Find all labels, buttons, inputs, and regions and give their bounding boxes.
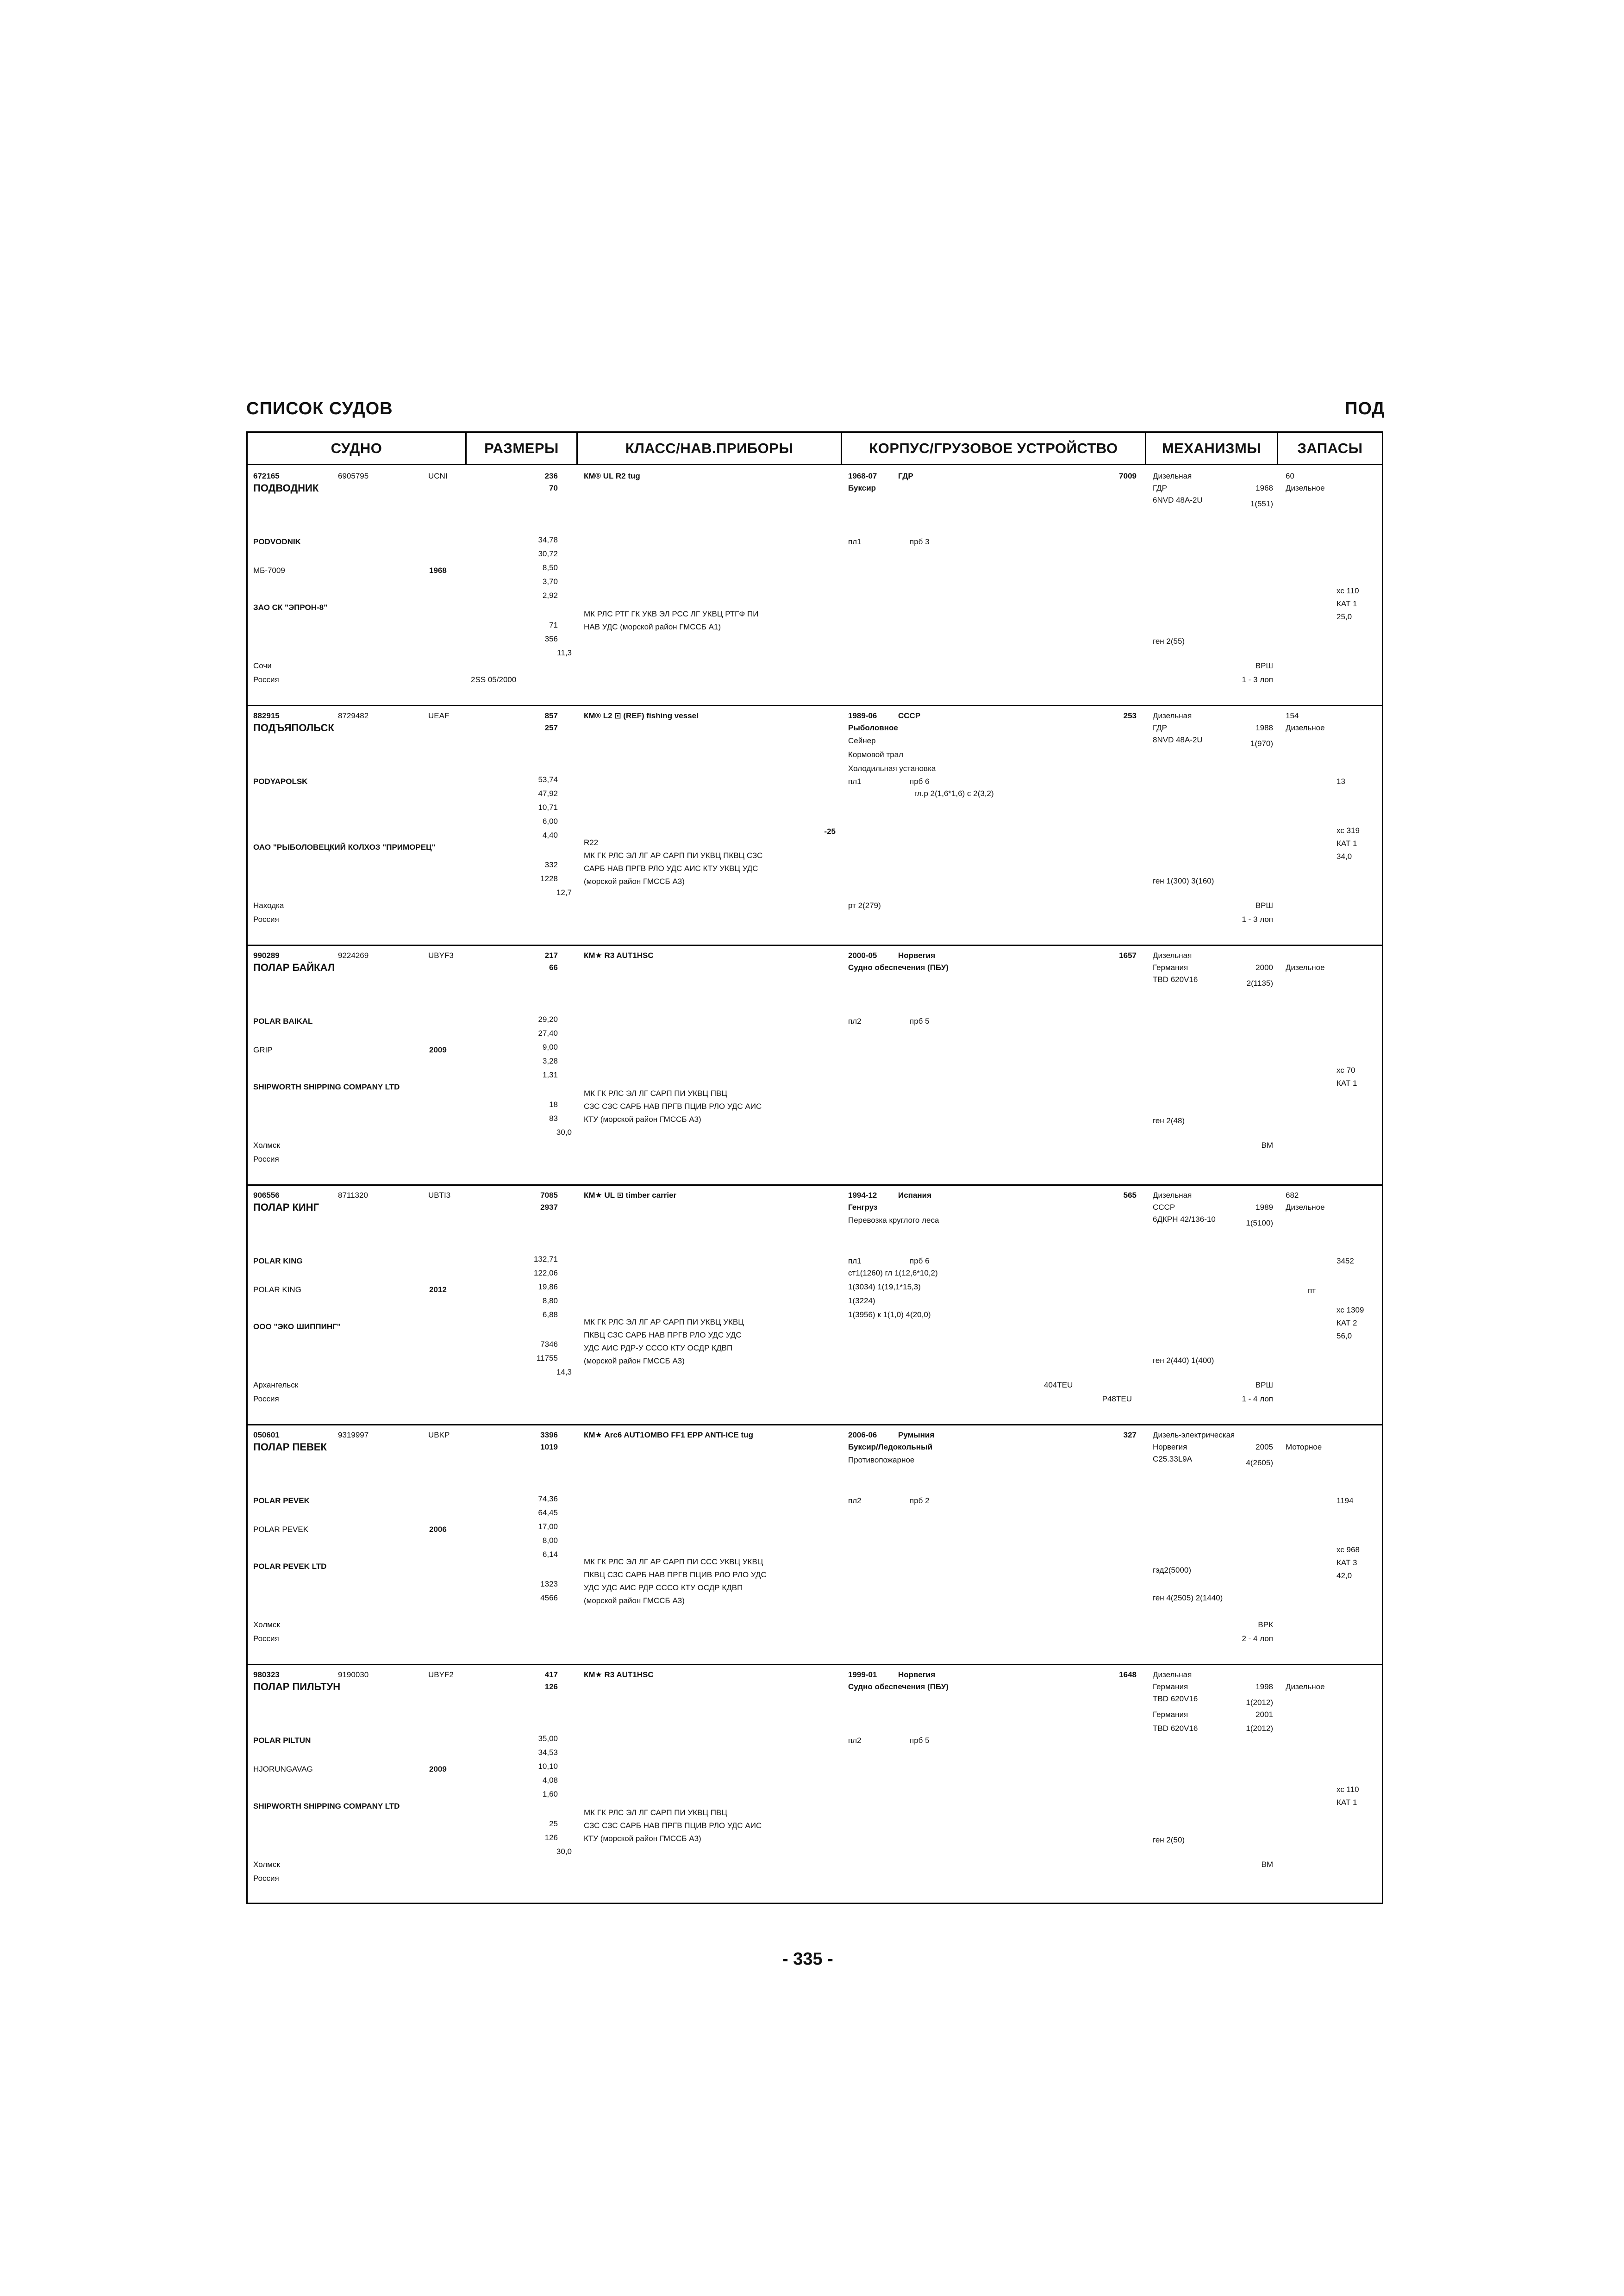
previous-name-year: 2012 xyxy=(429,1285,447,1294)
build-country: Испания xyxy=(898,1191,932,1200)
dimension-value: 17,00 xyxy=(538,1522,558,1531)
ship-owner: SHIPWORTH SHIPPING COMPANY LTD xyxy=(253,1083,400,1091)
hull-bulkheads: прб 6 xyxy=(910,777,930,786)
navigation-equipment: СЗС СЗС САРБ НАВ ПРГВ ПЦИВ РЛО УДС АИС xyxy=(584,1102,762,1111)
capacity-value: 1228 xyxy=(540,874,558,883)
class-notation: КМ★ UL ⊡ timber carrier xyxy=(584,1191,677,1200)
hull-deck: пл1 xyxy=(848,537,862,546)
call-sign: UEAF xyxy=(428,711,450,720)
imo-number: 8729482 xyxy=(338,711,369,720)
ship-type: Судно обеспечения (ПБУ) xyxy=(848,1682,949,1691)
column-header-stores: ЗАПАСЫ xyxy=(1297,440,1363,456)
column-header-machinery: МЕХАНИЗМЫ xyxy=(1162,440,1262,456)
navigation-equipment: КТУ (морской район ГМССБ А3) xyxy=(584,1834,701,1843)
page-number: - 335 - xyxy=(782,1949,833,1969)
fuel-extra: 3452 xyxy=(1337,1257,1354,1265)
cargo-gear: 1(3224) xyxy=(848,1296,875,1305)
dimension-value: 10,10 xyxy=(538,1762,558,1771)
stock-pt: пт xyxy=(1308,1286,1316,1295)
dimension-value: 8,00 xyxy=(542,1536,558,1545)
call-sign: UCNI xyxy=(428,472,448,480)
build-date: 2000-05 xyxy=(848,951,877,960)
record-divider xyxy=(248,1424,1382,1425)
ship-owner: SHIPWORTH SHIPPING COMPANY LTD xyxy=(253,1802,400,1811)
reg-number: 990289 xyxy=(253,951,280,960)
ship-name-ru: ПОЛАР БАЙКАЛ xyxy=(253,962,335,973)
yard-number: 7009 xyxy=(1119,472,1137,480)
engine-power: 1(2012) xyxy=(1246,1698,1273,1707)
propeller-type: ВРК xyxy=(1258,1620,1273,1629)
flag-country: Россия xyxy=(253,1874,279,1883)
navigation-equipment: ПКВЦ СЗС САРБ НАВ ПРГВ ПЦИВ РЛО РЛО УДС xyxy=(584,1570,767,1579)
stores-value: хс 1309 xyxy=(1337,1306,1364,1314)
ship-type: Генгруз xyxy=(848,1203,878,1212)
engine-year: 1998 xyxy=(1255,1682,1273,1691)
dimension-value: 9,00 xyxy=(542,1043,558,1052)
engine-extra-value: 1(2012) xyxy=(1246,1724,1273,1733)
ship-owner: ООО "ЭКО ШИППИНГ" xyxy=(253,1322,341,1331)
engine-year: 2005 xyxy=(1255,1443,1273,1451)
stores-value: КАТ 1 xyxy=(1337,1079,1357,1088)
generators: ген 1(300) 3(160) xyxy=(1153,877,1214,885)
previous-name-year: 2009 xyxy=(429,1045,447,1054)
dimension-value: 3,70 xyxy=(542,577,558,586)
fuel-type: Дизельное xyxy=(1286,723,1325,732)
table-header xyxy=(248,433,1382,465)
fuel-type: Дизельное xyxy=(1286,1203,1325,1212)
ship-type-detail: Сейнер xyxy=(848,736,876,745)
ship-name-ru: ПОЛАР ПЕВЕК xyxy=(253,1441,327,1453)
stores-value: 34,0 xyxy=(1337,852,1352,861)
ship-name-ru: ПОДЪЯПОЛЬСК xyxy=(253,722,334,734)
navigation-equipment: САРБ НАВ ПРГВ РЛО УДС АИС КТУ УКВЦ УДС xyxy=(584,864,758,873)
navigation-equipment: R22 xyxy=(584,838,599,847)
hull-deck: пл2 xyxy=(848,1736,862,1745)
ship-name-ru: ПОЛАР КИНГ xyxy=(253,1201,319,1213)
cargo-gear: 1(3956) к 1(1,0) 4(20,0) xyxy=(848,1310,931,1319)
dimension-value: 2,92 xyxy=(542,591,558,600)
ship-owner: ОАО "РЫБОЛОВЕЦКИЙ КОЛХОЗ "ПРИМОРЕЦ" xyxy=(253,843,436,852)
call-sign: UBYF3 xyxy=(428,951,454,960)
dimension-value: 132,71 xyxy=(534,1255,558,1263)
tonnage-value: 2937 xyxy=(540,1203,558,1212)
call-sign: UBTI3 xyxy=(428,1191,451,1200)
ship-type-detail: Противопожарное xyxy=(848,1456,915,1464)
generators: ген 4(2505) 2(1440) xyxy=(1153,1593,1223,1602)
ship-type: Буксир xyxy=(848,484,876,492)
generators: ген 2(55) xyxy=(1153,637,1185,646)
ship-register-table xyxy=(246,431,1383,1904)
navigation-equipment: МК ГК РЛС ЭЛ ЛГ АР САРП ПИ УКВЦ ПКВЦ СЗС xyxy=(584,851,763,860)
stores-value: КАТ 2 xyxy=(1337,1319,1357,1327)
ship-name-lat: POLAR BAIKAL xyxy=(253,1017,313,1026)
build-date: 1999-01 xyxy=(848,1670,877,1679)
engine-country: ГДР xyxy=(1153,723,1167,732)
navigation-equipment: МК ГК РЛС ЭЛ ЛГ САРП ПИ УКВЦ ПВЦ xyxy=(584,1089,727,1098)
navigation-equipment: НАВ УДС (морской район ГМССБ А1) xyxy=(584,622,721,631)
home-port: Находка xyxy=(253,901,284,910)
build-date: 1989-06 xyxy=(848,711,877,720)
navigation-equipment: МК ГК РЛС ЭЛ ЛГ АР САРП ПИ УКВЦ УКВЦ xyxy=(584,1318,744,1326)
document-section-label: ПОД xyxy=(1345,399,1385,418)
propeller-blades: 2 - 4 лоп xyxy=(1242,1634,1273,1643)
capacity-value: 12,7 xyxy=(556,888,572,897)
stores-value: хс 70 xyxy=(1337,1066,1355,1075)
engine-country: Германия xyxy=(1153,963,1188,972)
tonnage-value: 7085 xyxy=(540,1191,558,1200)
stores-value: КАТ 1 xyxy=(1337,839,1357,848)
class-notation: КМ® L2 ⊡ (REF) fishing vessel xyxy=(584,711,699,720)
engine-type: Дизельная xyxy=(1153,951,1192,960)
navigation-equipment: УДС УДС АИС РДР СССО КТУ ОСДР КДВП xyxy=(584,1583,743,1592)
ship-owner: ЗАО СК "ЭПРОН-8" xyxy=(253,603,328,612)
generators: ген 2(440) 1(400) xyxy=(1153,1356,1214,1365)
cargo-gear: гл.р 2(1,6*1,6) с 2(3,2) xyxy=(914,789,994,798)
previous-name-year: 2009 xyxy=(429,1765,447,1773)
flag-country: Россия xyxy=(253,675,279,684)
reg-number: 882915 xyxy=(253,711,280,720)
ship-type: Судно обеспечения (ПБУ) xyxy=(848,963,949,972)
dimension-value: 6,00 xyxy=(542,817,558,826)
capacity-value: 11,3 xyxy=(557,648,572,657)
engine-country: ГДР xyxy=(1153,484,1167,492)
capacity-value: 14,3 xyxy=(556,1368,572,1376)
hull-deck: пл2 xyxy=(848,1496,862,1505)
engine-year: 1988 xyxy=(1255,723,1273,732)
navigation-equipment: СЗС СЗС САРБ НАВ ПРГВ ПЦИВ РЛО УДС АИС xyxy=(584,1821,762,1830)
tonnage-value: 217 xyxy=(544,951,558,960)
engine-power: 2(1135) xyxy=(1246,979,1273,988)
fuel-quantity: 682 xyxy=(1286,1191,1299,1200)
yard-number: 327 xyxy=(1123,1431,1137,1439)
capacity-value: 1323 xyxy=(540,1580,558,1588)
build-date: 2006-06 xyxy=(848,1431,877,1439)
dimension-value: 8,50 xyxy=(542,563,558,572)
ship-type: Рыболовное xyxy=(848,723,898,732)
ship-name-lat: POLAR KING xyxy=(253,1257,303,1265)
engine-country: Германия xyxy=(1153,1682,1188,1691)
ship-record xyxy=(248,467,1382,706)
tonnage-value: 417 xyxy=(544,1670,558,1679)
engine-power: 4(2605) xyxy=(1246,1458,1273,1467)
engine-power: 1(970) xyxy=(1250,739,1273,748)
dimension-value: 10,71 xyxy=(538,803,558,812)
dimension-value: 8,80 xyxy=(542,1296,558,1305)
fuel-type: Дизельное xyxy=(1286,963,1325,972)
home-port: Архангельск xyxy=(253,1381,299,1389)
column-header-hull: КОРПУС/ГРУЗОВОЕ УСТРОЙСТВО xyxy=(869,440,1118,456)
column-header-class: КЛАСС/НАВ.ПРИБОРЫ xyxy=(625,440,793,456)
previous-name: МБ-7009 xyxy=(253,566,285,575)
capacity-value: 71 xyxy=(549,621,558,629)
propeller-type: ВМ xyxy=(1261,1860,1273,1869)
hull-bottom-note: рт 2(279) xyxy=(848,901,881,910)
capacity-value: 25 xyxy=(549,1819,558,1828)
previous-name-year: 1968 xyxy=(429,566,447,575)
engine-model: 6ДКРН 42/136-10 xyxy=(1153,1215,1216,1224)
engine-type: Дизельная xyxy=(1153,1191,1192,1200)
reg-number: 980323 xyxy=(253,1670,280,1679)
tonnage-value: 1019 xyxy=(540,1443,558,1451)
class-notation: КМ★ R3 AUT1HSC xyxy=(584,1670,654,1679)
propeller-blades: 1 - 3 лоп xyxy=(1242,675,1273,684)
dimension-value: 3,28 xyxy=(542,1057,558,1065)
engine-power: 1(551) xyxy=(1250,499,1273,508)
engine-type: Дизельная xyxy=(1153,711,1192,720)
container-capacity: P48TEU xyxy=(1102,1394,1132,1403)
stores-value: КАТ 3 xyxy=(1337,1558,1357,1567)
stores-value: 42,0 xyxy=(1337,1571,1352,1580)
tonnage-value: 70 xyxy=(549,484,558,492)
hull-deck: пл2 xyxy=(848,1017,862,1026)
stores-value: КАТ 1 xyxy=(1337,599,1357,608)
flag-country: Россия xyxy=(253,1155,279,1164)
stores-value: КАТ 1 xyxy=(1337,1798,1357,1807)
ship-record xyxy=(248,1425,1382,1665)
flag-country: Россия xyxy=(253,1394,279,1403)
home-port: Холмск xyxy=(253,1620,280,1629)
generators: ген 2(50) xyxy=(1153,1836,1185,1844)
ship-record xyxy=(248,1665,1382,1905)
reg-number: 906556 xyxy=(253,1191,280,1200)
hull-deck: пл1 xyxy=(848,777,862,786)
build-country: СССР xyxy=(898,711,921,720)
hull-bulkheads: прб 5 xyxy=(910,1736,930,1745)
build-country: Румыния xyxy=(898,1431,935,1439)
fuel-quantity: 60 xyxy=(1286,472,1294,480)
navigation-equipment: МК ГК РЛС ЭЛ ЛГ САРП ПИ УКВЦ ПВЦ xyxy=(584,1808,727,1817)
ship-name-ru: ПОДВОДНИК xyxy=(253,482,319,494)
ship-record xyxy=(248,946,1382,1186)
imo-number: 8711320 xyxy=(338,1191,368,1200)
capacity-value: 18 xyxy=(549,1100,558,1109)
stores-value: 25,0 xyxy=(1337,612,1352,621)
capacity-value: 11755 xyxy=(536,1354,558,1363)
propulsion-motor: гэд2(5000) xyxy=(1153,1566,1192,1574)
navigation-equipment: (морской район ГМССБ А3) xyxy=(584,1596,685,1605)
class-notation: КМ® UL R2 tug xyxy=(584,472,640,480)
imo-number: 9190030 xyxy=(338,1670,369,1679)
yard-number: 1657 xyxy=(1119,951,1137,960)
imo-number: 9319997 xyxy=(338,1431,369,1439)
engine-model: TBD 620V16 xyxy=(1153,1694,1198,1703)
propeller-type: ВРШ xyxy=(1255,901,1273,910)
dimension-value: 1,60 xyxy=(542,1790,558,1798)
navigation-equipment: ПКВЦ СЗС САРБ НАВ ПРГВ РЛО УДС УДС xyxy=(584,1331,742,1339)
ship-name-lat: POLAR PILTUN xyxy=(253,1736,311,1745)
stores-value: хс 110 xyxy=(1337,586,1359,595)
home-port: Сочи xyxy=(253,661,272,670)
ship-type: Буксир/Ледокольный xyxy=(848,1443,933,1451)
propeller-blades: 1 - 3 лоп xyxy=(1242,915,1273,924)
ship-type-detail: Холодильная установка xyxy=(848,764,936,773)
previous-name: POLAR KING xyxy=(253,1285,301,1294)
dimension-value: 47,92 xyxy=(538,789,558,798)
yard-number: 565 xyxy=(1123,1191,1137,1200)
hull-bottom-note: 404TEU xyxy=(1044,1381,1073,1389)
propeller-type: ВРШ xyxy=(1255,661,1273,670)
record-divider xyxy=(248,705,1382,706)
hull-bulkheads: прб 6 xyxy=(910,1257,930,1265)
engine-type: Дизельная xyxy=(1153,1670,1192,1679)
capacity-value: 7346 xyxy=(540,1340,558,1349)
imo-number: 9224269 xyxy=(338,951,369,960)
home-port: Холмск xyxy=(253,1860,280,1869)
generators: ген 2(48) xyxy=(1153,1116,1185,1125)
capacity-value: 30,0 xyxy=(556,1128,572,1137)
capacity-value: 30,0 xyxy=(556,1847,572,1856)
class-notation: КМ★ Arc6 AUT1OMBO FF1 EPP ANTI-ICE tug xyxy=(584,1431,753,1439)
fuel-type: Дизельное xyxy=(1286,1682,1325,1691)
dimension-value: 34,78 xyxy=(538,535,558,544)
tonnage-value: 126 xyxy=(544,1682,558,1691)
record-divider xyxy=(248,945,1382,946)
fuel-type: Моторное xyxy=(1286,1443,1322,1451)
capacity-value: 83 xyxy=(549,1114,558,1123)
engine-extra: TBD 620V16 xyxy=(1153,1724,1198,1733)
previous-name: GRIP xyxy=(253,1045,273,1054)
tonnage-value: 257 xyxy=(544,723,558,732)
column-header-dimensions: РАЗМЕРЫ xyxy=(484,440,559,456)
navigation-equipment: УДС АИС РДР-У СССО КТУ ОСДР КДВП xyxy=(584,1344,733,1352)
engine-year: 1989 xyxy=(1255,1203,1273,1212)
dimension-value: 74,36 xyxy=(538,1494,558,1503)
engine-type: Дизель-электрическая xyxy=(1153,1431,1235,1439)
hull-bulkheads: прб 5 xyxy=(910,1017,930,1026)
navigation-equipment: МК ГК РЛС ЭЛ ЛГ АР САРП ПИ ССС УКВЦ УКВЦ xyxy=(584,1557,763,1566)
dimension-value: 29,20 xyxy=(538,1015,558,1024)
fuel-extra: 13 xyxy=(1337,777,1345,786)
tonnage-value: 66 xyxy=(549,963,558,972)
ship-type-detail: Перевозка круглого леса xyxy=(848,1216,939,1225)
hull-deck: пл1 xyxy=(848,1257,862,1265)
engine-extra-value: 2001 xyxy=(1255,1710,1273,1719)
engine-extra: Германия xyxy=(1153,1710,1188,1719)
yard-number: 1648 xyxy=(1119,1670,1137,1679)
imo-number: 6905795 xyxy=(338,472,369,480)
stores-value: хс 319 xyxy=(1337,826,1360,835)
ship-record xyxy=(248,1186,1382,1425)
class-notation: КМ★ R3 AUT1HSC xyxy=(584,951,654,960)
dimension-value: 35,00 xyxy=(538,1734,558,1743)
fuel-quantity: 154 xyxy=(1286,711,1299,720)
call-sign: UBKP xyxy=(428,1431,450,1439)
fuel-type: Дизельное xyxy=(1286,484,1325,492)
navigation-equipment: (морской район ГМССБ А3) xyxy=(584,877,685,886)
engine-model: 8NVD 48A-2U xyxy=(1153,735,1203,744)
capacity-value: 356 xyxy=(544,635,558,643)
ship-name-ru: ПОЛАР ПИЛЬТУН xyxy=(253,1681,341,1692)
engine-year: 1968 xyxy=(1255,484,1273,492)
previous-name: HJORUNGAVAG xyxy=(253,1765,313,1773)
reg-number: 672165 xyxy=(253,472,280,480)
ship-record xyxy=(248,706,1382,946)
engine-model: TBD 620V16 xyxy=(1153,975,1198,984)
ice-note: -25 xyxy=(824,827,836,836)
propeller-blades: 1 - 4 лоп xyxy=(1242,1394,1273,1403)
capacity-value: 332 xyxy=(544,860,558,869)
dimension-value: 6,14 xyxy=(542,1550,558,1559)
previous-name: POLAR PEVEK xyxy=(253,1525,309,1534)
document-title: СПИСОК СУДОВ xyxy=(246,399,393,418)
propeller-type: ВРШ xyxy=(1255,1381,1273,1389)
tonnage-value: 3396 xyxy=(540,1431,558,1439)
ship-name-lat: POLAR PEVEK xyxy=(253,1496,310,1505)
column-header-ship: СУДНО xyxy=(331,440,382,456)
ship-name-lat: PODVODNIK xyxy=(253,537,301,546)
stores-value: 56,0 xyxy=(1337,1332,1352,1340)
dimension-value: 6,88 xyxy=(542,1310,558,1319)
record-divider xyxy=(248,1664,1382,1665)
call-sign: UBYF2 xyxy=(428,1670,454,1679)
navigation-equipment: (морской район ГМССБ А3) xyxy=(584,1356,685,1365)
capacity-value: 4566 xyxy=(540,1593,558,1602)
stores-value: хс 110 xyxy=(1337,1785,1359,1794)
engine-country: СССР xyxy=(1153,1203,1175,1212)
dimension-value: 1,31 xyxy=(542,1070,558,1079)
ship-name-lat: PODYAPOLSK xyxy=(253,777,308,786)
engine-model: 6NVD 48A-2U xyxy=(1153,496,1203,504)
yard-number: 253 xyxy=(1123,711,1137,720)
dimension-value: 34,53 xyxy=(538,1748,558,1757)
hull-bulkheads: прб 3 xyxy=(910,537,930,546)
dimension-value: 27,40 xyxy=(538,1029,558,1038)
dimension-value: 122,06 xyxy=(534,1269,558,1277)
dimension-value: 19,86 xyxy=(538,1282,558,1291)
build-country: ГДР xyxy=(898,472,913,480)
ship-owner: POLAR PEVEK LTD xyxy=(253,1562,327,1571)
dimension-value: 4,40 xyxy=(542,831,558,840)
tonnage-value: 857 xyxy=(544,711,558,720)
build-date: 1994-12 xyxy=(848,1191,877,1200)
engine-power: 1(5100) xyxy=(1246,1219,1273,1227)
engine-type: Дизельная xyxy=(1153,472,1192,480)
flag-country: Россия xyxy=(253,915,279,924)
engine-model: C25.33L9A xyxy=(1153,1455,1193,1463)
hull-bulkheads: прб 2 xyxy=(910,1496,930,1505)
propeller-type: ВМ xyxy=(1261,1141,1273,1150)
cargo-gear: ст1(1260) гл 1(12,6*10,2) xyxy=(848,1269,938,1277)
dimension-value: 4,08 xyxy=(542,1776,558,1785)
engine-country: Норвегия xyxy=(1153,1443,1187,1451)
reg-number: 050601 xyxy=(253,1431,280,1439)
navigation-equipment: МК РЛС РТГ ГК УКВ ЭЛ РСС ЛГ УКВЦ РТГФ ПИ xyxy=(584,610,759,618)
flag-country: Россия xyxy=(253,1634,279,1643)
stores-value: хс 968 xyxy=(1337,1545,1360,1554)
tonnage-value: 236 xyxy=(544,472,558,480)
dimension-value: 53,74 xyxy=(538,775,558,784)
ship-type-detail: Кормовой трал xyxy=(848,750,904,759)
capacity-value: 126 xyxy=(544,1833,558,1842)
build-country: Норвегия xyxy=(898,1670,936,1679)
build-date: 1968-07 xyxy=(848,472,877,480)
home-port: Холмск xyxy=(253,1141,280,1150)
navigation-equipment: КТУ (морской район ГМССБ А3) xyxy=(584,1115,701,1124)
previous-name-year: 2006 xyxy=(429,1525,447,1534)
cargo-gear: 1(3034) 1(19,1*15,3) xyxy=(848,1282,921,1291)
record-divider xyxy=(248,1184,1382,1186)
build-country: Норвегия xyxy=(898,951,936,960)
dimension-value: 30,72 xyxy=(538,549,558,558)
engine-year: 2000 xyxy=(1255,963,1273,972)
dimension-value: 64,45 xyxy=(538,1508,558,1517)
survey-code: 2SS 05/2000 xyxy=(471,675,517,684)
fuel-extra: 1194 xyxy=(1337,1496,1354,1505)
